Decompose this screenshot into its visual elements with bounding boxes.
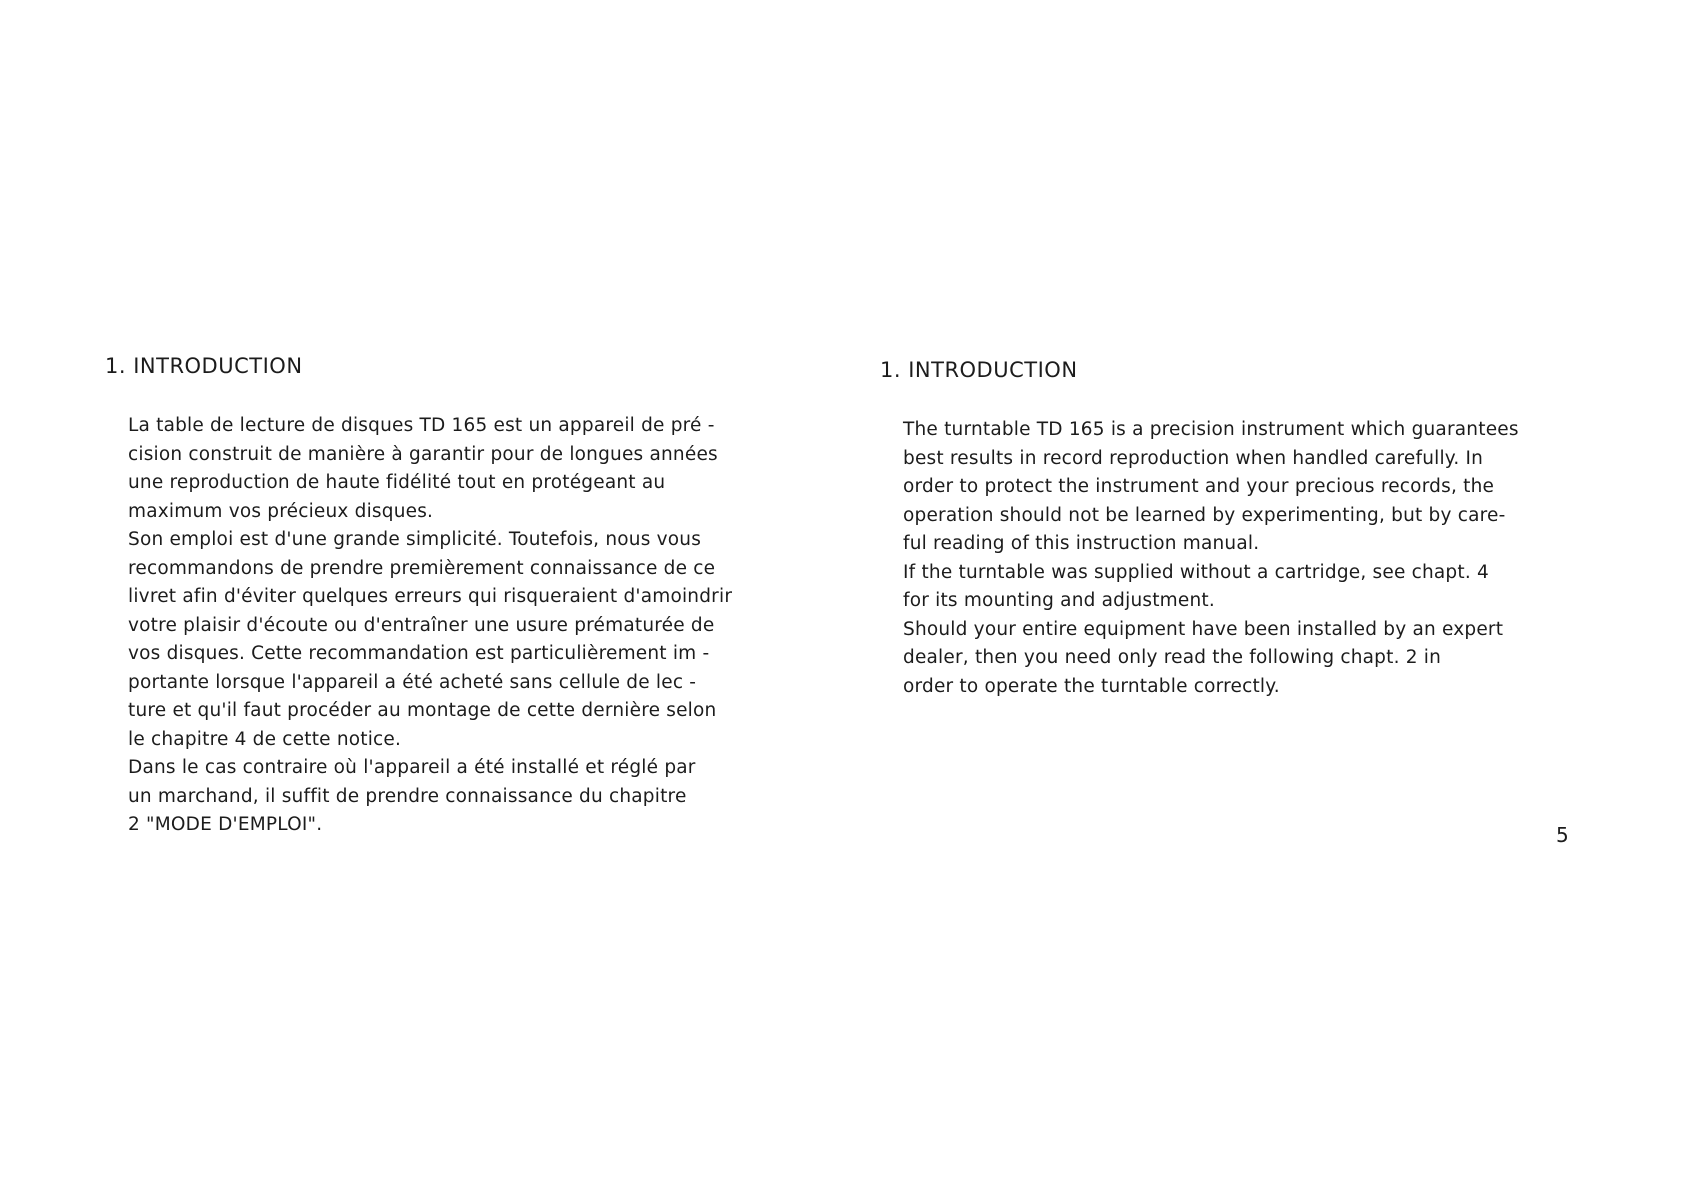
english-text-line: order to operate the turntable correctly.	[903, 675, 1280, 697]
english-section-heading: 1. INTRODUCTION	[880, 358, 1078, 382]
english-text-line: ful reading of this instruction manual.	[903, 533, 1260, 554]
french-text-line: Son emploi est d'une grande simplicité. Toutefois, nous vous	[128, 529, 702, 550]
english-text-line: for its mounting and adjustment.	[903, 590, 1215, 611]
english-text-line: Should your entire equipment have been installed by an expert	[903, 618, 1504, 640]
french-text-line: votre plaisir d'écoute ou d'entraîner une usure prématurée de	[128, 614, 715, 636]
french-text-line: ture et qu'il faut procéder au montage de cette dernière selon	[128, 700, 717, 721]
french-text-line: La table de lecture de disques TD 165 est un appareil de pré -	[128, 415, 715, 436]
english-text-line: dealer, then you need only read the following chapt. 2 in	[903, 647, 1442, 668]
french-text-line: recommandons de prendre premièrement connaissance de ce	[128, 557, 716, 579]
french-section-heading: 1. INTRODUCTION	[105, 354, 303, 378]
french-text-line: Dans le cas contraire où l'appareil a été installé et réglé par	[128, 757, 696, 778]
french-text-line: 2 "MODE D'EMPLOI".	[128, 814, 323, 835]
english-text-line: If the turntable was supplied without a cartridge, see chapt. 4	[903, 561, 1489, 583]
french-text-line: vos disques. Cette recommandation est particulièrement im -	[128, 643, 710, 664]
french-text-line: cision construit de manière à garantir pour de longues années	[128, 443, 718, 465]
english-text-line: best results in record reproduction when handled carefully. In	[903, 447, 1484, 469]
french-text-line: le chapitre 4 de cette notice.	[128, 728, 402, 750]
french-text-line: livret afin d'éviter quelques erreurs qui risqueraient d'amoindrir	[128, 586, 733, 607]
english-text-line: order to protect the instrument and your precious records, the	[903, 476, 1495, 497]
english-text-line: The turntable TD 165 is a precision instrument which guarantees	[903, 419, 1519, 440]
english-text-line: operation should not be learned by experimenting, but by care-	[903, 504, 1506, 526]
french-introduction-text	[128, 412, 808, 840]
french-text-line: un marchand, il suffit de prendre connaissance du chapitre	[128, 785, 687, 807]
page-number: 5	[1556, 823, 1569, 847]
french-text-line: une reproduction de haute fidélité tout en protégeant au	[128, 472, 666, 493]
french-text-line: maximum vos précieux disques.	[128, 500, 434, 522]
french-text-line: portante lorsque l'appareil a été acheté sans cellule de lec -	[128, 671, 697, 693]
english-introduction-text	[903, 416, 1603, 701]
